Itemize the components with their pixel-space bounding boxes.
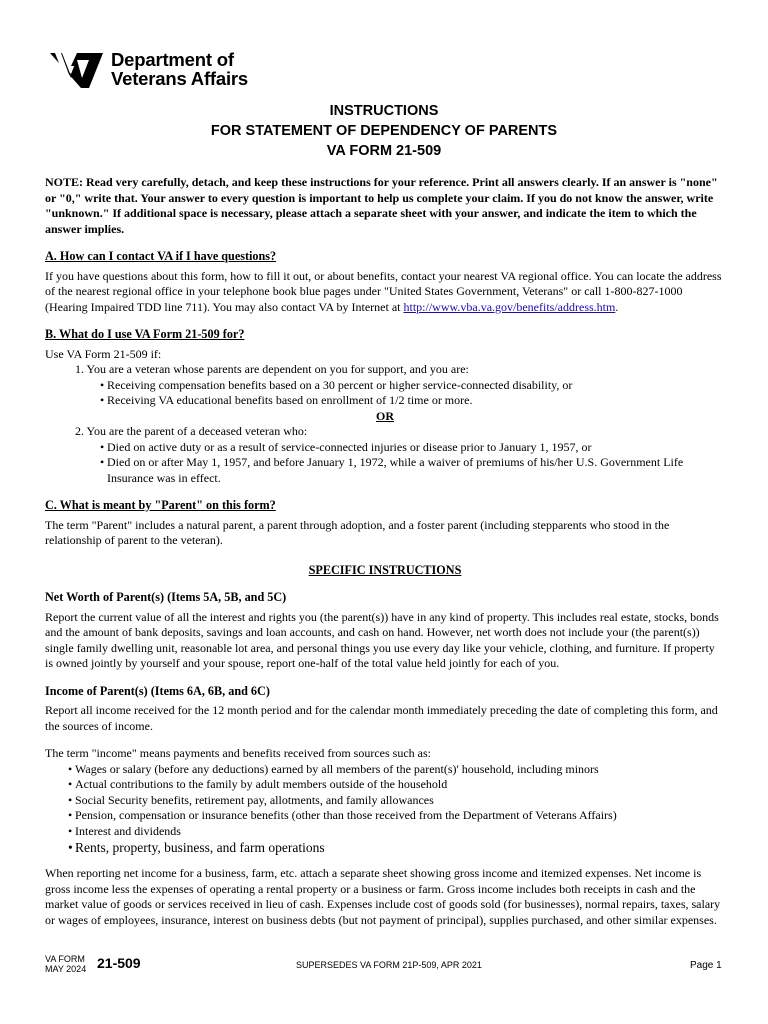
title-line-1: INSTRUCTIONS	[329, 103, 439, 119]
section-c-text: The term "Parent" includes a natural parent, a parent through adoption, and a foster parent (including stepparents who stood in the relationship of parent to the veteran).	[45, 517, 670, 547]
document-title	[0, 101, 768, 161]
footer-supersedes: SUPERSEDES VA FORM 21P-509, APR 2021	[296, 960, 482, 970]
title-line-2: FOR STATEMENT OF DEPENDENCY OF PARENTS	[210, 123, 558, 139]
page-footer	[0, 954, 768, 984]
income-item-5: • Interest and dividends	[45, 824, 725, 840]
income-item-1: • Wages or salary (before any deductions) earned by all members of the parent(s)' household, including minors	[45, 762, 725, 778]
section-a-heading: A. How can I contact VA if I have questions?	[45, 249, 277, 263]
section-b-item-1: 1. You are a veteran whose parents are dependent on you for support, and you are:	[75, 362, 469, 376]
income-item-6: • Rents, property, business, and farm operations	[45, 839, 725, 856]
income-term: The term "income" means payments and benefits received from sources such as:	[45, 746, 431, 760]
income-heading: Income of Parent(s) (Items 6A, 6B, and 6C)	[45, 683, 270, 698]
va-logo	[49, 50, 289, 92]
footer-form-label	[45, 954, 86, 974]
agency-line-1: Department of	[111, 49, 234, 70]
footer-date: MAY 2024	[45, 964, 87, 974]
document-body	[45, 175, 725, 928]
section-a-text	[45, 269, 725, 316]
net-worth-heading: Net Worth of Parent(s) (Items 5A, 5B, and 5C)	[45, 590, 287, 604]
section-b-item-1-bullet-2: • Receiving VA educational benefits based on enrollment of 1/2 time or more.	[45, 393, 725, 409]
income-item-2: • Actual contributions to the family by adult members outside of the household	[45, 777, 725, 793]
section-b-item-2-bullet-2: • Died on or after May 1, 1957, and before January 1, 1972, while a waiver of premiums of his/her U.S. Government Life Insurance was in effect.	[45, 455, 725, 486]
footer-form-number: 21-509	[97, 955, 141, 971]
or-separator: OR	[376, 408, 394, 423]
footer-page-number: Page 1	[690, 960, 722, 971]
section-b-item-1-bullet-1: • Receiving compensation benefits based on a 30 percent or higher service-connected disability, or	[45, 378, 725, 394]
section-a-body: If you have questions about this form, how to fill it out, or about benefits, contact your nearest VA regional office. You can locate the address of the nearest regional office in your telephone book blue pages under "United States Government, Veterans" or call 1-800-827-1000 (Hearing Impaired TDD line 711). You may also contact VA by Internet at	[45, 268, 722, 314]
agency-line-2: Veterans Affairs	[111, 68, 248, 89]
specific-instructions-heading: SPECIFIC INSTRUCTIONS	[308, 562, 462, 577]
agency-name	[111, 50, 248, 88]
income-text: Report all income received for the 12 month period and for the calendar month immediately preceding the date of completing this form, and the sources of income.	[45, 703, 718, 733]
section-b-heading: B. What do I use VA Form 21-509 for?	[45, 327, 245, 341]
net-worth-text: Report the current value of all the interest and rights you (the parent(s)) have in any kind of property. This includes real estate, stocks, bonds and the amount of bank deposits, savings and loan accounts, and cash on hand. However, net worth does not include your (the parent(s)) single family dwelling unit, reasonable lot area, and personal things you use every day like your vehicle, clothing, and furniture. If property is owned jointly by yourself and your spouse, report one-half of the total value held jointly for each of you.	[45, 609, 719, 670]
footer-va-form: VA FORM	[45, 954, 85, 964]
income-item-3: • Social Security benefits, retirement pay, allotments, and family allowances	[45, 793, 725, 809]
title-line-3: VA FORM 21-509	[326, 143, 442, 159]
section-c-heading: C. What is meant by "Parent" on this form?	[45, 498, 276, 512]
section-b-item-2-bullet-1: • Died on active duty or as a result of service-connected injuries or disease prior to January 1, 1957, or	[45, 440, 725, 456]
net-income-text: When reporting net income for a business, farm, etc. attach a separate sheet showing gross income and itemized expenses. Net income is gross income less the expenses of operating a rental property or a business or farm. Gross income includes both receipts in cash and the market value of goods or services received in lieu of cash. Expenses include cost of goods sold (for businesses), normal repairs, taxes, salary or wages of employees, insurance, interest on business debts (but not payment of principal), supplies purchased, and other similar expenses.	[45, 866, 721, 927]
section-a-period: .	[615, 299, 619, 314]
regional-office-link[interactable]: http://www.vba.va.gov/benefits/address.htm	[403, 299, 616, 314]
income-item-4: • Pension, compensation or insurance benefits (other than those received from the Department of Veterans Affairs)	[45, 808, 725, 824]
va-seal-icon	[49, 50, 105, 92]
section-b-intro: Use VA Form 21-509 if:	[45, 346, 162, 361]
section-b-item-2: 2. You are the parent of a deceased veteran who:	[75, 424, 308, 438]
note-paragraph: NOTE: Read very carefully, detach, and keep these instructions for your reference. Print all answers clearly. If an answer is "none" or "0," write that. Your answer to every question is important to help us complete your claim. If you do not know the answer, write "unknown." If additional space is necessary, please attach a separate sheet with your answer, and indicate the item to which the answer implies.	[45, 175, 718, 236]
